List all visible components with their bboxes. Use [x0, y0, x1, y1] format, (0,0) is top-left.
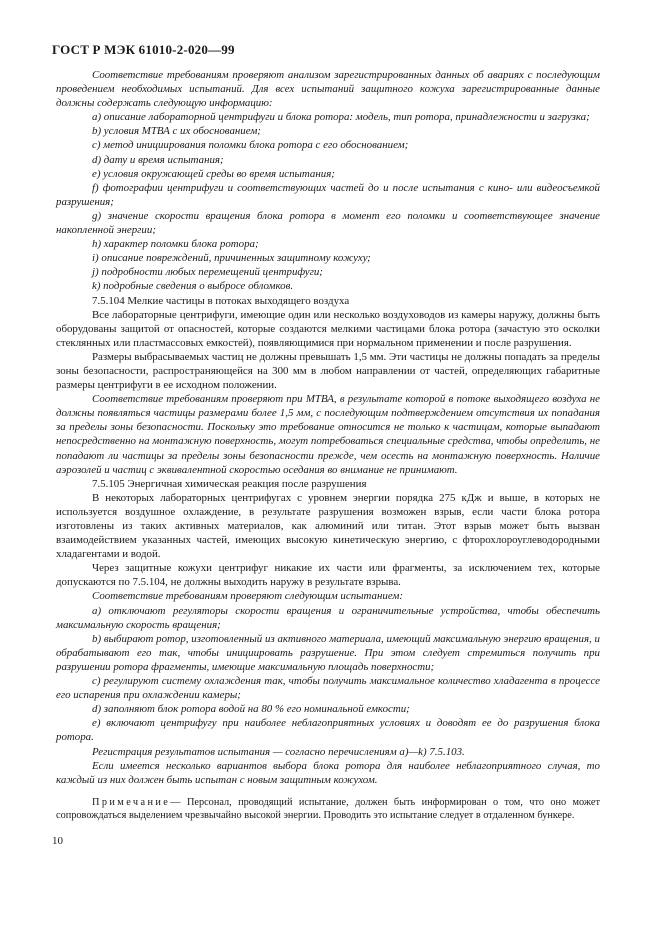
- paragraph: f) фотографии центрифуги и соответствующих частей до и после испытания с кино- или видеосъемкой разрушения;: [56, 181, 600, 208]
- document-body: [56, 68, 600, 822]
- paragraph: 7.5.104 Мелкие частицы в потоках выходящего воздуха: [92, 294, 350, 307]
- paragraph: Соответствие требованиям проверяют анализом зарегистрированных данных об авариях с последующим проведением необходимых испытаний. Для всех испытаний защитного кожуха зарегистрированные данные должны содержать следующую информацию:: [56, 69, 600, 110]
- note-paragraph: [56, 796, 600, 822]
- paragraph: j) подробности любых перемещений центрифуги;: [92, 266, 323, 279]
- paragraph: c) регулируют систему охлаждения так, чтобы получить максимальное количество хладагента в процессе его испарения при охлаждении камеры;: [56, 675, 600, 702]
- paragraph: d) дату и время испытания;: [92, 153, 224, 166]
- paragraph: В некоторых лабораторных центрифугах с уровнем энергии порядка 275 кДж и выше, в которых не используется воздушное охлаждение, в результате разрушения возможен взрыв, если части блока ротора изготовлены из таких активных материалов, как алюминий или титан. Этот взрыв может быть вызван взаимодействием указанных частей, имеющих высокую кинетическую энергию, с фторохлороуглеводородными хладагентами и водой.: [56, 491, 600, 561]
- paragraph: 7.5.105 Энергичная химическая реакция после разрушения: [92, 477, 367, 490]
- paragraph-list: [56, 68, 600, 787]
- paragraph: d) заполняют блок ротора водой на 80 % его номинальной емкости;: [92, 703, 410, 716]
- paragraph: c) метод инициирования поломки блока ротора с его обоснованием;: [92, 139, 409, 152]
- paragraph: i) описание повреждений, причиненных защитному кожуху;: [92, 252, 371, 265]
- paragraph: h) характер поломки блока ротора;: [92, 238, 259, 251]
- paragraph: e) включают центрифугу при наиболее неблагоприятных условиях и доводят ее до разрушения блока ротора.: [56, 717, 600, 744]
- paragraph: Размеры выбрасываемых частиц не должны превышать 1,5 мм. Эти частицы не должны попадать за пределы зоны безопасности, распространяющейся на 300 мм в любом направлении от частей, определяющих габаритные размеры центрифуги в ее исходном положении.: [56, 350, 600, 392]
- paragraph: k) подробные сведения о выбросе обломков.: [92, 280, 294, 293]
- paragraph: Регистрация результатов испытания — согласно перечислениям a)—k) 7.5.103.: [92, 745, 465, 758]
- paragraph: Соответствие требованиям проверяют при МТВА, в результате которой в потоке выходящего воздуха не должны появляться частицы размерами более 1,5 мм, с последующим подтверждением отсутствия их попадания за пределы зоны безопасности. Поскольку это требование относится не только к частицам, которые выпадают непосредственно на монтажную поверхность, могут потребоваться специальные средства, чтобы определить, не попадают ли частицы за пределы зоны безопасности прежде, чем осесть на монтажную поверхность. Наличие аэрозолей и частиц с эквивалентной скоростью оседания во внимание не принимают.: [56, 393, 600, 476]
- paragraph: a) описание лабораторной центрифуги и блока ротора: модель, тип ротора, принадлежности и загрузка;: [92, 111, 590, 124]
- paragraph: Все лабораторные центрифуги, имеющие один или несколько воздуховодов из камеры наружу, должны быть оборудованы защитой от опасностей, которые создаются мелкими частицами блока ротора (зачастую это осколки стеклянных или пластмассовых емкостей), появляющимися при нормальном применении и после разрушения.: [56, 308, 600, 349]
- note-label: Примечание: [92, 796, 171, 808]
- paragraph: g) значение скорости вращения блока ротора в момент его поломки и соответствующее значение накопленной энергии;: [56, 209, 600, 237]
- document-header: ГОСТ Р МЭК 61010-2-020—99: [52, 42, 235, 57]
- page-number: 10: [52, 835, 63, 847]
- note-spacer: [56, 787, 600, 796]
- paragraph: e) условия окружающей среды во время испытания;: [92, 167, 335, 180]
- paragraph: b) условия МТВА с их обоснованием;: [92, 125, 261, 138]
- paragraph: Соответствие требованиям проверяют следующим испытанием:: [92, 590, 403, 603]
- paragraph: a) отключают регуляторы скорости вращения и ограничительные устройства, чтобы обеспечить максимальную скорость вращения;: [56, 604, 600, 631]
- paragraph: b) выбирают ротор, изготовленный из активного материала, имеющий максимальную энергию вращения, и обрабатывают его так, чтобы инициировать разрушение. При этом следует стремиться получить при разрушении ротора фрагменты, имеющие максимальную площадь поверхности;: [56, 632, 600, 673]
- paragraph: Если имеется несколько вариантов выбора блока ротора для наиболее неблагоприятного случая, то каждый из них должен быть испытан с новым защитным кожухом.: [56, 759, 600, 786]
- note-text: — Персонал, проводящий испытание, должен быть информирован о том, что оно может сопровождаться выделением чрезвычайно высокой энергии. Проводить это испытание следует в отдаленном бункере.: [56, 796, 600, 821]
- paragraph: Через защитные кожухи центрифуг никакие их части или фрагменты, за исключением тех, которые допускаются по 7.5.104, не должны выходить наружу в результате взрыва.: [56, 562, 600, 589]
